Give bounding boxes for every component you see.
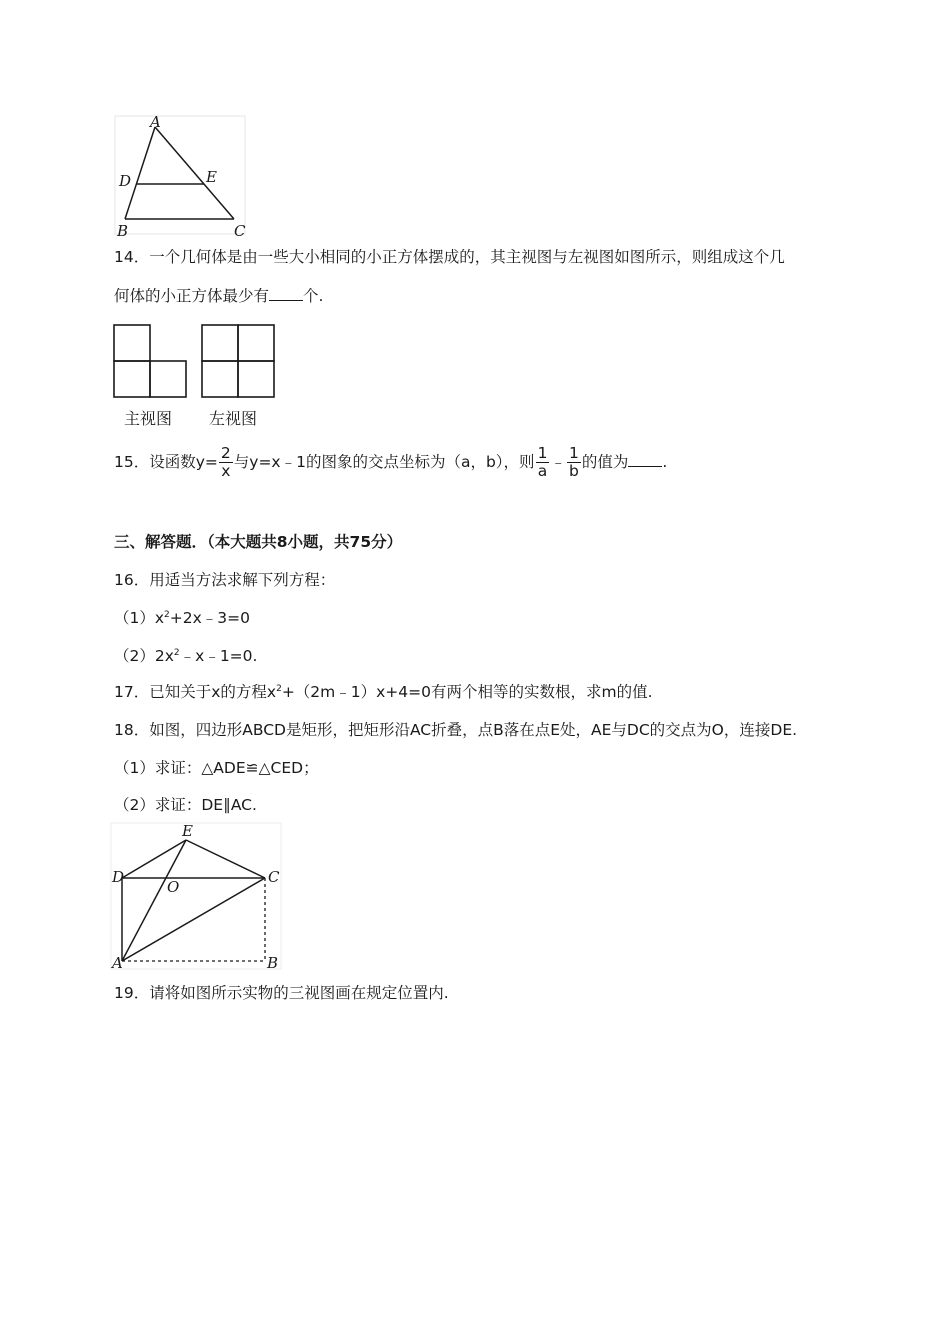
equation-text: （2）2x — [114, 647, 174, 665]
exponent: 2 — [164, 610, 170, 620]
label-o: O — [167, 878, 180, 896]
question-16-part-2 — [114, 646, 257, 666]
label-a: A — [112, 954, 123, 972]
left-view-cell — [202, 361, 238, 397]
fraction-numerator: 1 — [537, 444, 548, 462]
question-14-line-1: 14．一个几何体是由一些大小相同的小正方体摆成的，其主视图与左视图如图所示，则组成这个几 — [114, 248, 785, 266]
label-a: A — [150, 113, 161, 131]
left-view-caption: 左视图 — [209, 409, 258, 428]
fraction-denominator: a — [537, 462, 548, 480]
question-14-text: 何体的小正方体最少有 — [114, 287, 270, 305]
label-b: B — [267, 954, 279, 972]
question-16-part-1 — [114, 608, 250, 628]
question-17 — [114, 682, 653, 702]
question-16-stem: 16．用适当方法求解下列方程： — [114, 571, 336, 589]
fraction-numerator: 1 — [568, 444, 579, 462]
exponent: 2 — [173, 648, 180, 658]
front-view-cell — [114, 361, 150, 397]
label-d: D — [112, 868, 125, 886]
fraction-2-over-x — [219, 445, 233, 480]
label-c: C — [268, 868, 280, 886]
question-14-line-2 — [114, 286, 323, 306]
minus-sign: ﹣ — [550, 453, 566, 471]
fraction-denominator: b — [568, 462, 579, 480]
side-ac — [155, 127, 234, 219]
front-view-figure — [112, 323, 192, 403]
section-3-title: 三、解答题．（本大题共8小题，共75分） — [114, 533, 403, 551]
left-view-cell — [238, 361, 274, 397]
left-view-cell — [238, 325, 274, 361]
question-15-part-3: 的值为 — [581, 453, 629, 471]
answer-blank-15 — [628, 452, 662, 467]
question-15 — [114, 441, 667, 483]
answer-blank-14 — [269, 286, 303, 301]
question-18-part-2: （2）求证：DE∥AC. — [114, 796, 257, 814]
fraction-1-over-b — [567, 445, 581, 480]
question-17-text: 17．已知关于x的方程x — [114, 683, 277, 701]
equation-text: ﹣x﹣1=0. — [179, 647, 258, 665]
label-e: E — [182, 822, 193, 840]
triangle-figure — [112, 112, 252, 238]
fraction-1-over-a — [536, 445, 550, 480]
left-view-cell — [202, 325, 238, 361]
left-view-figure — [200, 323, 280, 403]
label-b: B — [117, 222, 129, 238]
exponent: 2 — [276, 684, 282, 694]
label-d: D — [119, 172, 132, 190]
question-18-stem: 18．如图，四边形ABCD是矩形，把矩形沿AC折叠，点B落在点E处，AE与DC的交点为O，连接DE. — [114, 721, 798, 739]
label-c: C — [234, 222, 246, 238]
question-18-part-1: （1）求证：△ADE≌△CED； — [114, 759, 319, 777]
question-19: 19．请将如图所示实物的三视图画在规定位置内. — [114, 984, 449, 1002]
front-view-cell — [150, 361, 186, 397]
question-17-text: +（2m﹣1）x+4=0有两个相等的实数根，求m的值. — [281, 683, 653, 701]
fraction-denominator: x — [221, 462, 231, 480]
question-14-end: 个. — [303, 287, 324, 305]
fraction-numerator: 2 — [220, 444, 231, 462]
question-15-end: . — [662, 453, 668, 471]
figure-frame — [115, 116, 245, 234]
equation-text: （1）x — [114, 609, 165, 627]
question-15-part-2: 与y=x﹣1的图象的交点坐标为（a，b），则 — [233, 453, 535, 471]
segment-ec — [186, 840, 265, 878]
front-view-caption: 主视图 — [124, 409, 173, 428]
rectangle-fold-figure — [110, 822, 290, 974]
question-15-part-1: 15．设函数y= — [114, 453, 218, 471]
equation-text: +2x﹣3=0 — [169, 609, 251, 627]
label-e: E — [206, 168, 217, 186]
front-view-cell — [114, 325, 150, 361]
